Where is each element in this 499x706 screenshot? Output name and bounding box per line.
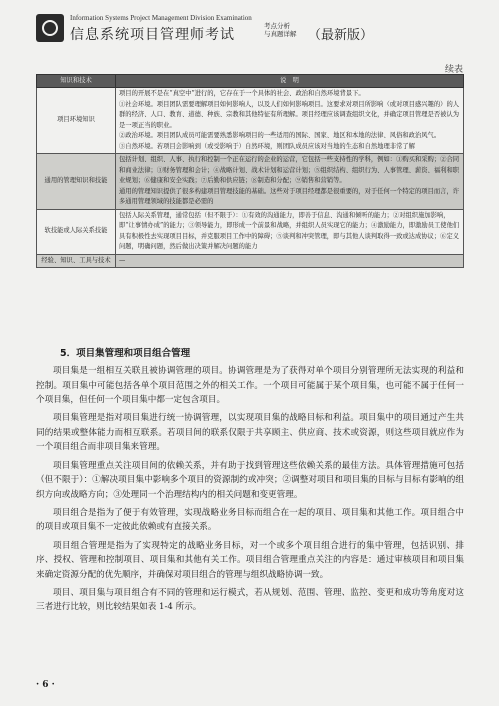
table-row-description (116, 88, 464, 154)
header-subtitle-line2: 与真题详解 (264, 30, 297, 38)
table-row-line: 通用的管理知识提供了很多构建项目管理技能的基础。这些对于项目经理都是很重要的，对于任何一个特定的项目而言，许多通用管理领域的技能都是必需的 (119, 187, 460, 205)
table-header-category: 知识和技术 (37, 75, 116, 88)
table-row-line: — (119, 256, 126, 264)
table-row-line: ①社会环境。项目团队需要理解项目如何影响人，以及人们如何影响项目。这要求对项目所影响（或对项目感兴趣的）的人群的经济、人口、教育、道德、种族、宗教和其他特征有所理解。项目经理应该调查组织文化，并确定项目管理是否被认为是一项正当的职业。 (119, 100, 460, 129)
header-subtitle (264, 22, 304, 38)
header-chinese-title: 信息系统项目管理师考试 (70, 27, 235, 43)
section-title: 5．项目集管理和项目组合管理 (60, 348, 191, 359)
paragraph: 项目集是一组相互关联且被协调管理的项目。协调管理是为了获得对单个项目分别管理所无法实现的利益和控制。项目集中可能包括各单个项目范围之外的相关工作。一个项目可能属于某个项目集，也可能不属于任何一个项目集，但任何一个项目集中都一定包含项目。 (36, 366, 464, 406)
table-row-line: 包括计划、组织、人事、执行和控制一个正在运行的企业的运营，它包括一些支持性的学科，例如：①购买和采购；②合同和商业法律；③财务管理和会计；④战略计划、战术计划和运营计划；⑤组织结构、组织行为、人事管理、薪资、福利和职业规划；⑥健康和安全实践；⑦后勤和供应链；⑧制造和分配；⑨销售和营销等。 (119, 156, 460, 184)
table-row-description (116, 154, 464, 210)
paragraph: 项目集管理重点关注项目间的依赖关系，并有助于找到管理这些依赖关系的最佳方法。具体管理措施可包括（但不限于）：①解决项目集中影响多个项目的资源制约或冲突；②调整对项目和项目集的目标与目标有影响的组织方向或战略方向；③处理同一个治理结构内的相关问题和变更管理。 (36, 460, 464, 500)
table-row-line: ②政治环境。项目团队成员可能需要熟悉影响项目的一些适用的国际、国家、地区和本地的法律、风俗和政治风气。 (119, 132, 441, 139)
paragraph: 项目、项目集与项目组合有不同的管理和运行模式，若从规划、范围、管理、监控、变更和成功等角度对这三者进行比较，则比较结果如表 1-4 所示。 (36, 587, 464, 613)
page-header (36, 8, 466, 48)
logo-icon (36, 14, 64, 42)
table-row (37, 209, 464, 254)
table-row-category: 项目环境知识 (37, 88, 116, 154)
header-english-title: Information Systems Project Management Division Examination (70, 14, 252, 22)
paragraph: 项目组合管理是指为了实现特定的战略业务目标，对一个或多个项目组合进行的集中管理，包括识别、排序、授权、管理和控制项目、项目集和其他有关工作。项目组合管理重点关注的内容是：通过审核项目和项目集来确定资源分配的优先顺序，并确保对项目组合的管理与组织战略协调一致。 (36, 540, 464, 580)
paragraph: 项目组合是指为了便于有效管理，实现战略业务目标而组合在一起的项目、项目集和其他工作。项目组合中的项目或项目集不一定彼此依赖或有直接关系。 (36, 507, 464, 533)
knowledge-table (36, 74, 464, 268)
table-header-row (37, 75, 464, 88)
table-row (37, 88, 464, 154)
table-row-category: 经验、知识、工具与技术 (37, 254, 116, 268)
section-body (36, 364, 464, 619)
header-subtitle-line1: 考点分析 (264, 22, 290, 30)
table-row-line: 项目的开展不是在“真空中”进行的，它存在于一个具体的社会、政治和自然环境背景下。 (119, 90, 365, 97)
table-row-line: 包括人际关系管理，通常包括（但不限于）：①有效的沟通能力，即善于信息、沟通和倾听的能力；②对组织施加影响，即“让事情办成”的能力；③领导能力，即形成一个前景和战略，并组织人员实现它的能力；④激励能力，即激励员工使他们具有积极性去实现项目目标，并克服项目工作中的障碍；⑤谈判和冲突管理，即与其他人谈判取得一致或达成协议；⑥定义问题，明确问题，然后做出决策并解决问题的能力 (119, 211, 460, 250)
table-header-description: 说 明 (116, 75, 464, 88)
table-row (37, 254, 464, 268)
table-row-description (116, 209, 464, 254)
table-row-category: 通用的管理知识和技能 (37, 154, 116, 210)
table-row-category: 软技能或人际关系技能 (37, 209, 116, 254)
table-row (37, 154, 464, 210)
continued-label: 续表 (444, 65, 463, 75)
page-number: · 6 · (36, 680, 55, 690)
paragraph: 项目集管理是指对项目集进行统一协调管理，以实现项目集的战略目标和利益。项目集中的项目通过产生共同的结果或整体能力而相互联系。若项目间的联系仅限于共享顾主、供应商、技术或资源，则这些项目就应作为一个项目组合而非项目集来管理。 (36, 413, 464, 453)
header-edition: （最新版） (308, 28, 374, 43)
table-row-description (116, 254, 464, 268)
table-row-line: ③自然环境。若项目会影响到（或受影响于）自然环境，则团队成员应该对当地的生态和自然地理非常了解 (119, 142, 415, 150)
